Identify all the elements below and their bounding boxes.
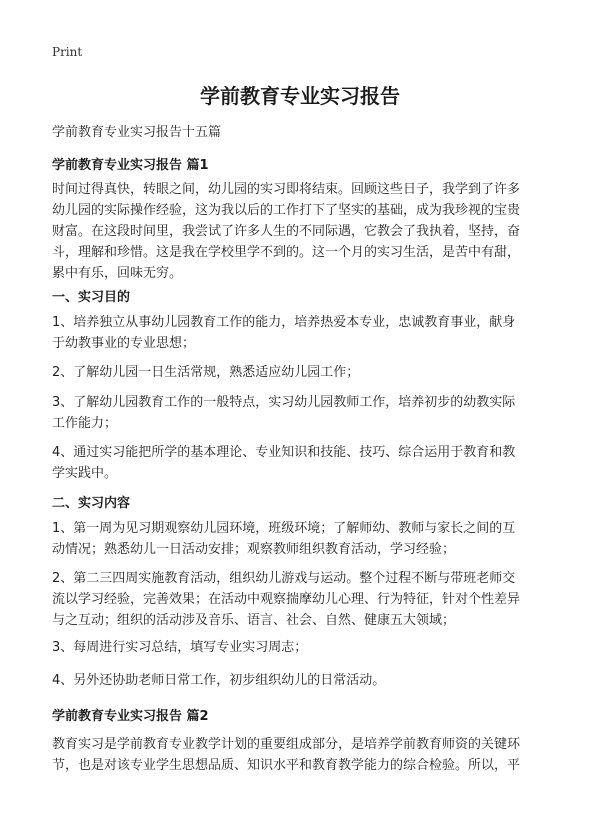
section1-heading: 一、实习目的 — [52, 290, 131, 305]
paragraph-line: 幼儿园的实际操作经验，这为我以后的工作打下了坚实的基础，成为我珍视的宝贵 — [52, 203, 521, 218]
section1-item-3 — [52, 392, 548, 434]
part1-heading: 学前教育专业实习报告 篇1 — [52, 158, 209, 173]
section1-item-1 — [52, 312, 548, 354]
paragraph-line: 财富。在这段时间里，我尝试了许多人生的不同际遇，它教会了我执着，坚持，奋 — [52, 224, 521, 239]
section1-item-2 — [52, 362, 548, 383]
section2-item-4 — [52, 670, 548, 691]
section2-heading: 二、实习内容 — [52, 496, 131, 511]
section1-item-4 — [52, 442, 548, 484]
part1-intro-paragraph — [52, 179, 548, 284]
item-line: 与之互动；组织的活动涉及音乐、语言、社会、自然、健康五大领域； — [52, 613, 456, 628]
section2-item-3 — [52, 637, 548, 658]
document-subtitle: 学前教育专业实习报告十五篇 — [52, 125, 222, 140]
paragraph-line: 时间过得真快，转眼之间，幼儿园的实习即将结束。回顾这些日子，我学到了许多 — [52, 182, 521, 197]
paragraph-line: 教育实习是学前教育专业教学计划的重要组成部分，是培养学前教育师资的关键环 — [52, 737, 521, 752]
item-line: 3、了解幼儿园教育工作的一般特点，实习幼儿园教师工作，培养初步的幼教实际 — [52, 395, 516, 410]
document-title: 学前教育专业实习报告 — [200, 84, 400, 108]
part2-intro-paragraph — [52, 734, 548, 776]
print-label: Print — [52, 45, 83, 59]
paragraph-line: 累中有乐，回味无穷。 — [52, 266, 183, 281]
item-line: 4、通过实习能把所学的基本理论、专业知识和技能、技巧、综合运用于教育和教 — [52, 445, 516, 460]
paragraph-line: 斗，理解和珍惜。这是我在学校里学不到的。这一个月的实习生活，是苦中有甜， — [52, 245, 521, 260]
item-line: 3、每周进行实习总结，填写专业实习周志； — [52, 640, 308, 655]
item-line: 动情况；熟悉幼儿一日活动安排；观察教师组织教育活动，学习经验； — [52, 542, 456, 557]
item-line: 2、了解幼儿园一日生活常规，熟悉适应幼儿园工作； — [52, 365, 360, 380]
section2-item-2 — [52, 568, 548, 631]
item-line: 学实践中。 — [52, 466, 118, 481]
item-line: 4、另外还协助老师日常工作，初步组织幼儿的日常活动。 — [52, 673, 386, 688]
item-line: 流以学习经验，完善效果；在活动中观察揣摩幼儿心理、行为特征，针对个性差异 — [52, 592, 521, 607]
item-line: 于幼教事业的专业思想； — [52, 336, 196, 351]
section2-item-1 — [52, 518, 548, 560]
part2-heading: 学前教育专业实习报告 篇2 — [52, 709, 209, 724]
item-line: 1、培养独立从事幼儿园教育工作的能力，培养热爱本专业，忠诚教育事业，献身 — [52, 315, 516, 330]
paragraph-line: 节，也是对该专业学生思想品质、知识水平和教育教学能力的综合检验。所以，平 — [52, 758, 521, 773]
item-line: 工作能力； — [52, 416, 118, 431]
item-line: 2、第二三四周实施教育活动，组织幼儿游戏与运动。整个过程不断与带班老师交 — [52, 571, 516, 586]
item-line: 1、第一周为见习期观察幼儿园环境，班级环境；了解师幼、教师与家长之间的互 — [52, 521, 516, 536]
